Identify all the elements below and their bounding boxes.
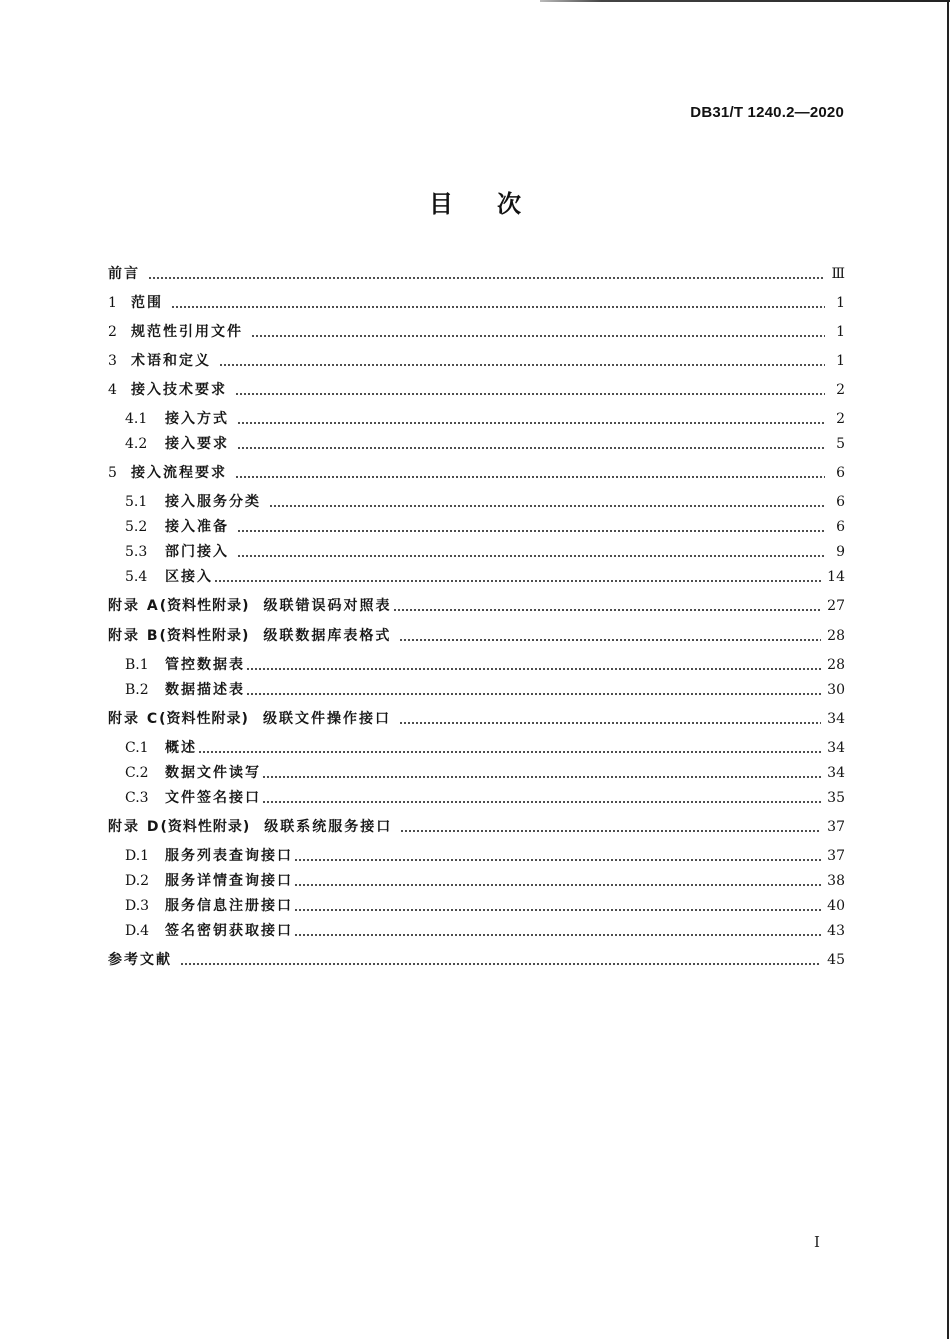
toc-number: C.1 (125, 740, 149, 756)
toc-number: C.2 (125, 765, 149, 781)
toc-page: 35 (827, 790, 845, 806)
toc-number: 4.1 (125, 411, 148, 427)
toc-entry-5-3[interactable] (108, 540, 845, 562)
scan-edge-top (540, 0, 950, 2)
toc-label: 参考文献 (108, 952, 172, 968)
toc-entry-3[interactable] (108, 349, 845, 371)
toc-entry-4-1[interactable] (108, 407, 845, 429)
toc-entry-appendix-d[interactable] (108, 815, 845, 837)
toc-appendix-number: 附录 B (108, 628, 160, 644)
toc-label: 数据文件读写 (165, 765, 261, 781)
toc-entry-references[interactable] (108, 948, 845, 970)
toc-entry-2[interactable] (108, 320, 845, 342)
toc-entry-5-1[interactable] (108, 490, 845, 512)
toc-leader-dots (246, 668, 821, 670)
toc-leader-dots (399, 639, 821, 641)
toc-label: 级联系统服务接口 (264, 819, 393, 835)
toc-page: 28 (827, 628, 845, 644)
toc-page: 40 (827, 898, 845, 914)
toc-entry-foreword[interactable] (108, 262, 845, 284)
toc-page: 1 (836, 353, 845, 369)
toc-label: 术语和定义 (131, 353, 211, 369)
toc-label: 规范性引用文件 (131, 324, 243, 340)
toc-label: 接入准备 (165, 519, 229, 535)
toc-entry-appendix-c[interactable] (108, 707, 845, 729)
toc-appendix-note: (资料性附录) (159, 598, 250, 614)
toc-leader-dots (171, 306, 825, 308)
toc-page: 43 (827, 923, 845, 939)
toc-entry-d-2[interactable] (108, 869, 845, 891)
toc-page: 38 (827, 873, 845, 889)
toc-leader-dots (198, 751, 821, 753)
toc-page: 2 (836, 382, 845, 398)
toc-leader-dots (262, 776, 821, 778)
toc-label: 服务详情查询接口 (165, 873, 293, 889)
toc-number: 5.3 (125, 544, 148, 560)
toc-leader-dots (269, 505, 825, 507)
toc-entry-c-1[interactable] (108, 736, 845, 758)
toc-leader-dots (237, 555, 825, 557)
toc-number: C.3 (125, 790, 149, 806)
toc-page: 5 (836, 436, 845, 452)
toc-number: 1 (108, 295, 117, 311)
toc-leader-dots (148, 277, 825, 279)
toc-label: 服务列表查询接口 (165, 848, 293, 864)
toc-number: 5.1 (125, 494, 148, 510)
toc-leader-dots (237, 447, 825, 449)
standard-code: DB31/T 1240.2—2020 (690, 104, 844, 121)
toc-page: 1 (836, 295, 845, 311)
toc-leader-dots (235, 393, 825, 395)
toc-entry-c-2[interactable] (108, 761, 845, 783)
toc-leader-dots (246, 693, 821, 695)
toc-leader-dots (251, 335, 825, 337)
toc-number: 5.2 (125, 519, 148, 535)
toc-entry-4-2[interactable] (108, 432, 845, 454)
toc-page: 30 (827, 682, 845, 698)
toc-label: 接入要求 (165, 436, 229, 452)
toc-entry-b-2[interactable] (108, 678, 845, 700)
toc-label: 文件签名接口 (165, 790, 261, 806)
toc-number: D.4 (125, 923, 150, 939)
toc-entry-appendix-a[interactable] (108, 594, 845, 616)
toc-entry-d-4[interactable] (108, 919, 845, 941)
toc-page: 27 (827, 598, 845, 614)
toc-appendix-number: 附录 C (108, 711, 160, 727)
toc-label: 前言 (108, 266, 140, 282)
toc-appendix-number: 附录 A (108, 598, 160, 614)
page-number: Ⅰ (814, 1233, 820, 1251)
toc-number: 4 (108, 382, 117, 398)
toc-leader-dots (399, 722, 821, 724)
toc-page: 34 (827, 711, 845, 727)
toc-entry-5-2[interactable] (108, 515, 845, 537)
toc-label: 接入服务分类 (165, 494, 261, 510)
toc-label: 概述 (165, 740, 197, 756)
toc-leader-dots (393, 609, 822, 611)
toc-leader-dots (294, 934, 821, 936)
toc-number: B.2 (125, 682, 149, 698)
toc-page: 34 (827, 765, 845, 781)
toc-label: 范围 (131, 295, 163, 311)
toc-appendix-note: (资料性附录) (160, 819, 251, 835)
toc-page: 6 (836, 494, 845, 510)
toc-leader-dots (294, 859, 821, 861)
toc-number: 3 (108, 353, 117, 369)
toc-number: 4.2 (125, 436, 148, 452)
toc-leader-dots (294, 884, 821, 886)
toc-page: 2 (836, 411, 845, 427)
toc-entry-5[interactable] (108, 461, 845, 483)
toc-label: 级联数据库表格式 (263, 628, 392, 644)
toc-number: D.3 (125, 898, 150, 914)
page-title: 目次 (429, 190, 565, 218)
toc-leader-dots (294, 909, 821, 911)
toc-entry-1[interactable] (108, 291, 845, 313)
toc-page: 37 (827, 848, 845, 864)
toc-label: 区接入 (165, 569, 213, 585)
toc-page: Ⅲ (831, 266, 845, 282)
toc-label: 管控数据表 (165, 657, 245, 673)
toc-entry-d-1[interactable] (108, 844, 845, 866)
toc-leader-dots (235, 476, 825, 478)
toc-number: 5 (108, 465, 117, 481)
toc-leader-dots (180, 963, 821, 965)
toc-label: 数据描述表 (165, 682, 245, 698)
toc-entry-d-3[interactable] (108, 894, 845, 916)
toc-entry-4[interactable] (108, 378, 845, 400)
toc-page: 14 (827, 569, 845, 585)
toc-label: 服务信息注册接口 (165, 898, 293, 914)
toc-leader-dots (214, 580, 821, 582)
toc-page: 37 (827, 819, 845, 835)
toc-leader-dots (219, 364, 825, 366)
toc-label: 级联错误码对照表 (263, 598, 392, 614)
toc-label: 部门接入 (165, 544, 229, 560)
toc-leader-dots (262, 801, 821, 803)
toc-number: B.1 (125, 657, 149, 673)
toc-number: 5.4 (125, 569, 148, 585)
toc-number: D.1 (125, 848, 150, 864)
toc-leader-dots (237, 422, 825, 424)
toc-entry-5-4[interactable] (108, 565, 845, 587)
toc-page: 28 (827, 657, 845, 673)
toc-label: 接入方式 (165, 411, 229, 427)
toc-label: 签名密钥获取接口 (165, 923, 293, 939)
toc-page: 9 (836, 544, 845, 560)
toc-number: 2 (108, 324, 117, 340)
toc-appendix-note: (资料性附录) (159, 628, 250, 644)
toc-entry-appendix-b[interactable] (108, 624, 845, 646)
toc-page: 6 (836, 519, 845, 535)
toc-page: 45 (827, 952, 845, 968)
toc-page: 6 (836, 465, 845, 481)
toc-page: 1 (836, 324, 845, 340)
toc-entry-b-1[interactable] (108, 653, 845, 675)
toc-label: 级联文件操作接口 (262, 711, 391, 727)
toc-appendix-number: 附录 D (108, 819, 161, 835)
toc-page: 34 (827, 740, 845, 756)
toc-leader-dots (400, 830, 821, 832)
toc-appendix-note: (资料性附录) (159, 711, 249, 727)
toc-label: 接入流程要求 (131, 465, 227, 481)
toc-leader-dots (237, 530, 825, 532)
toc-number: D.2 (125, 873, 150, 889)
toc-entry-c-3[interactable] (108, 786, 845, 808)
toc-label: 接入技术要求 (131, 382, 227, 398)
